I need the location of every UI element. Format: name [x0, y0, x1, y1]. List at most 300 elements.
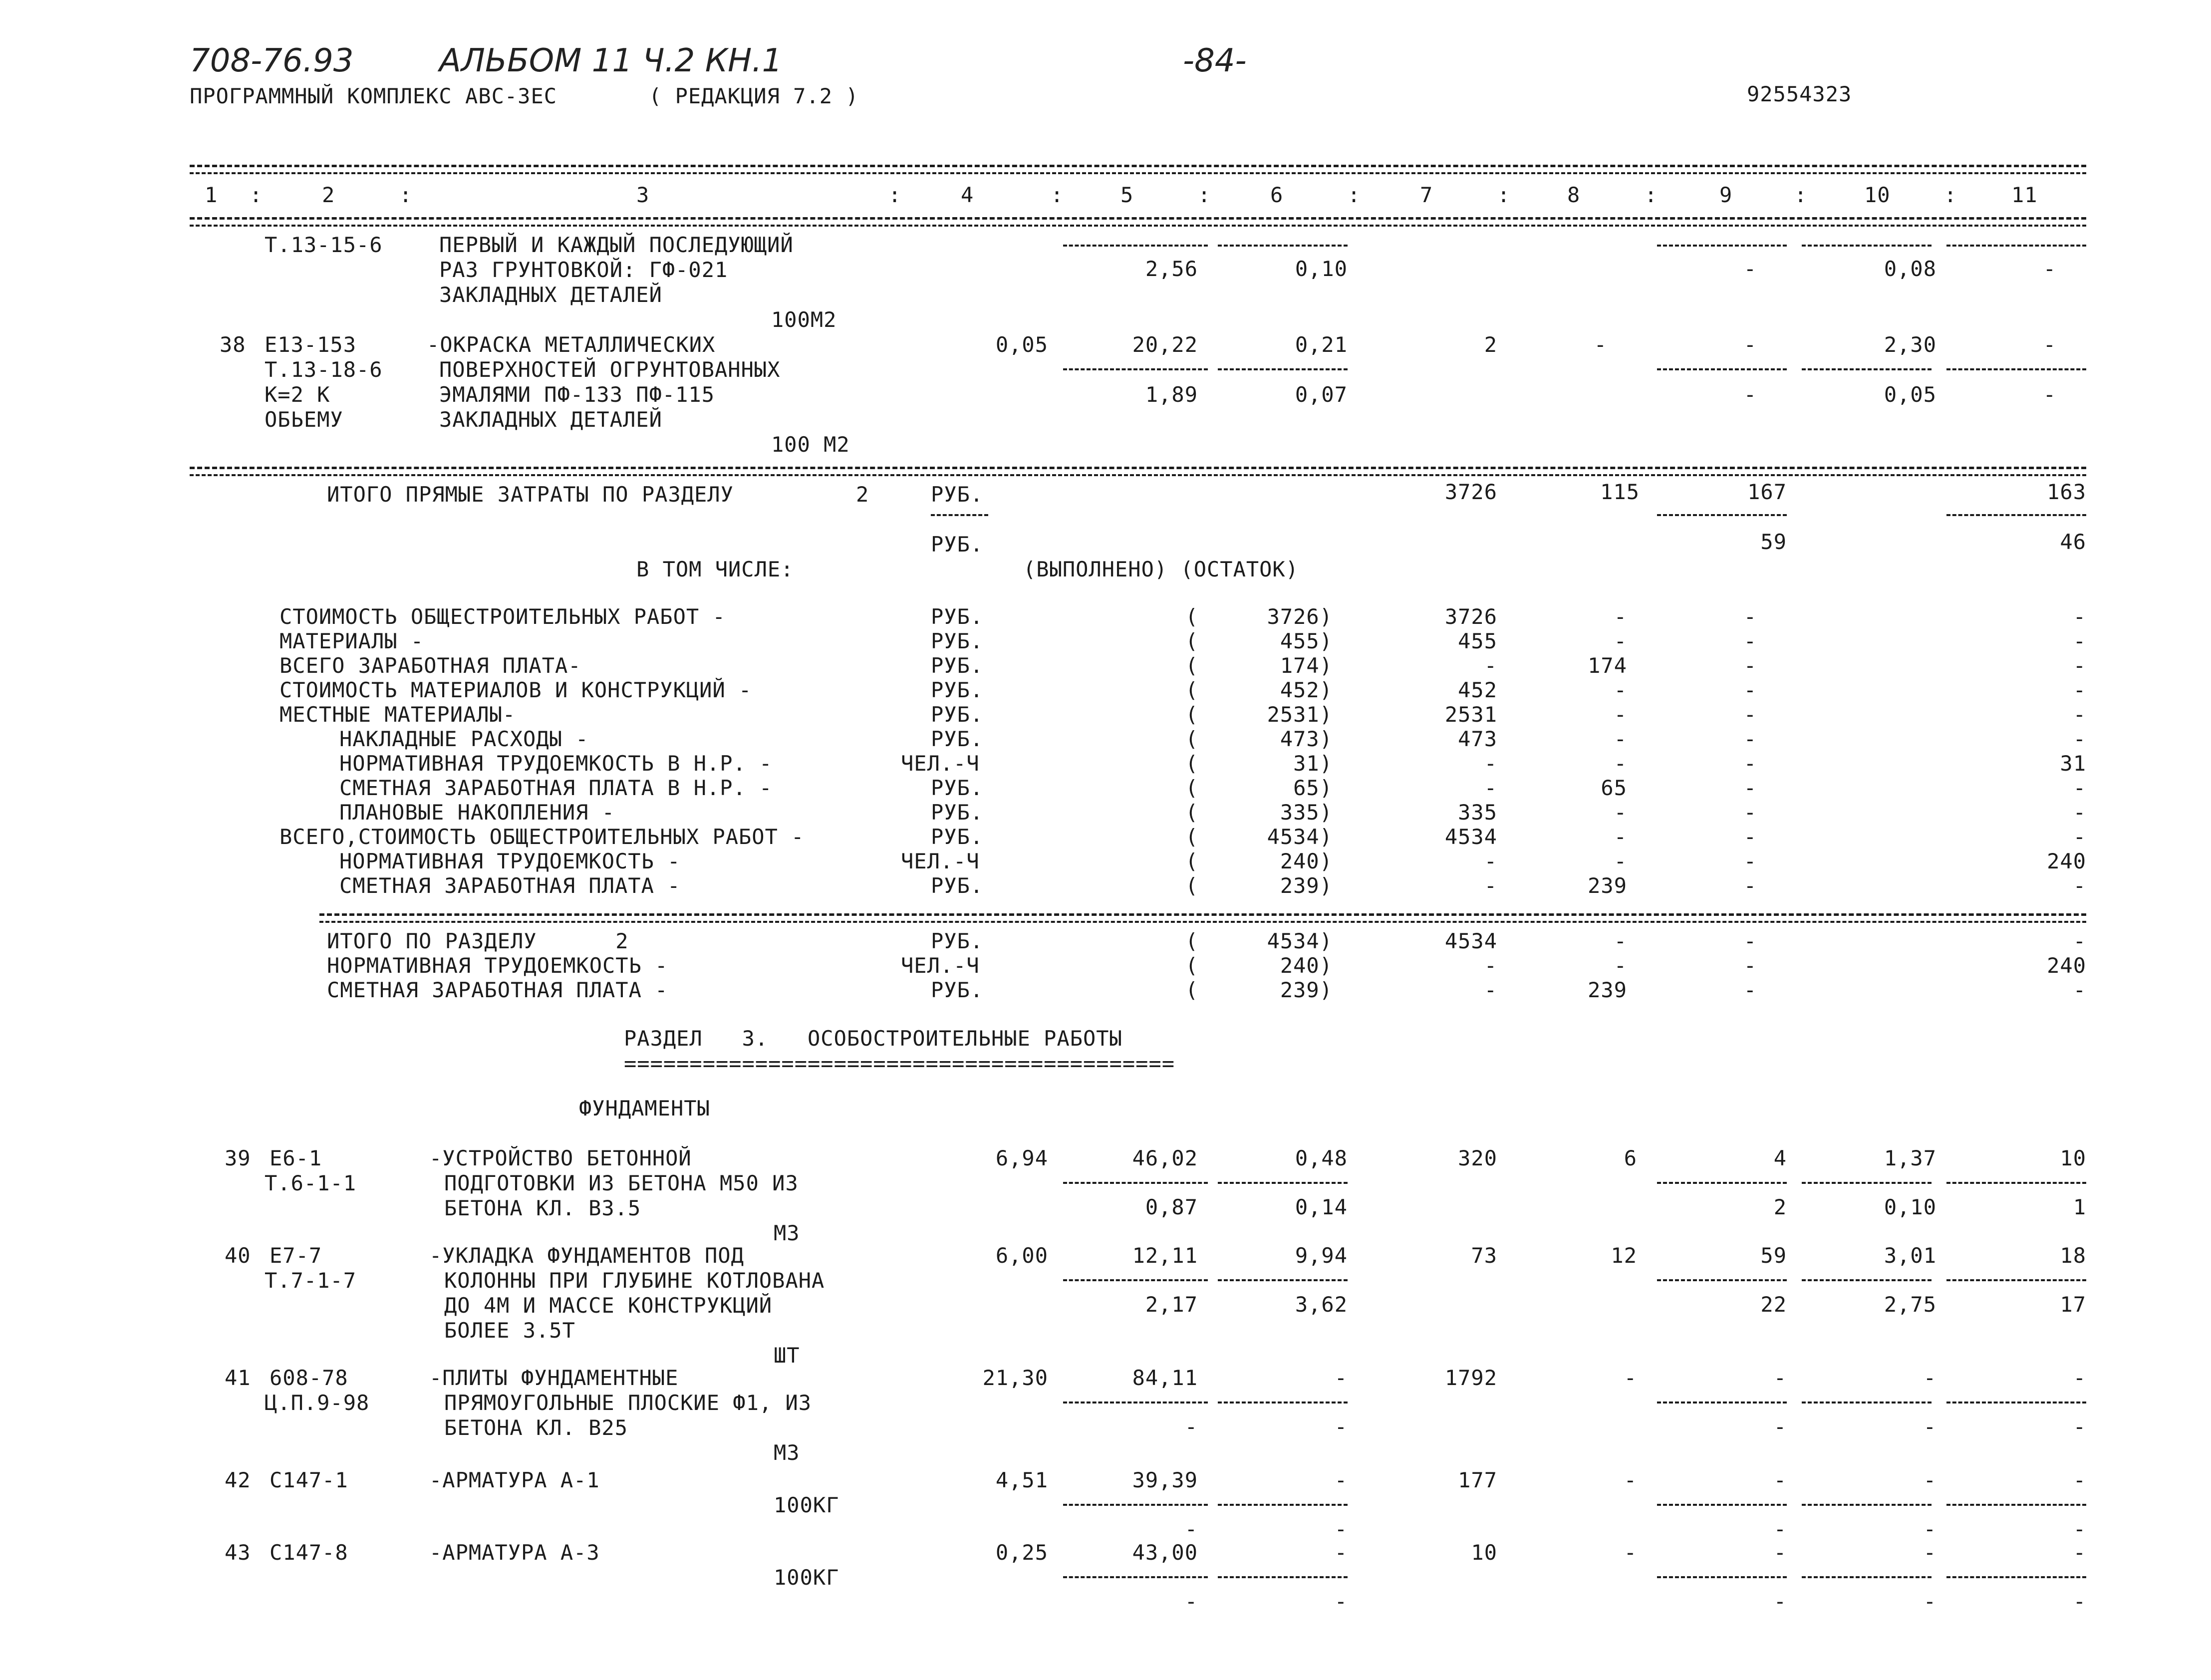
- item-42-c7: 177: [1458, 1468, 1497, 1492]
- breakdown-c7: 335: [1458, 800, 1497, 825]
- item-41-c8: -: [1624, 1366, 1637, 1390]
- item-39-c5b: 0,87: [1145, 1195, 1198, 1219]
- breakdown-c8: -: [1614, 825, 1627, 849]
- breakdown-label: МЕСТНЫЕ МАТЕРИАЛЫ-: [279, 702, 516, 727]
- section-total-c11: -: [2073, 929, 2086, 953]
- dash-rule: [1802, 1279, 1932, 1281]
- row38-vol: ОБЬЕМУ: [265, 407, 343, 432]
- breakdown-paren: (: [1185, 604, 1199, 629]
- totals-direct-label: ИТОГО ПРЯМЫЕ ЗАТРАТЫ ПО РАЗДЕЛУ: [327, 482, 734, 507]
- breakdown-c11: 240: [2047, 849, 2086, 873]
- breakdown-unit: РУБ.: [931, 727, 984, 751]
- item-43-c11b: -: [2073, 1589, 2086, 1614]
- breakdown-unit: РУБ.: [931, 629, 984, 653]
- totals-direct-unit: РУБ.: [931, 482, 984, 507]
- col-header-8: 8: [1567, 183, 1581, 207]
- col-header-1: 1: [205, 183, 218, 207]
- section-total-c7: 4534: [1444, 929, 1497, 953]
- dash-rule: [1218, 1279, 1348, 1281]
- breakdown-paren: (: [1185, 629, 1199, 653]
- item-43-c7: 10: [1471, 1540, 1497, 1565]
- item-41-c5b: -: [1184, 1414, 1198, 1439]
- dash-rule: [1802, 1504, 1932, 1506]
- dash-rule: [1657, 1576, 1787, 1578]
- breakdown-c8: -: [1614, 604, 1627, 629]
- dash-rule: [1657, 514, 1787, 516]
- item-42-c9b: -: [1773, 1517, 1787, 1541]
- row37-c10b: 0,08: [1884, 257, 1936, 281]
- breakdown-unit: ЧЕЛ.-Ч: [901, 751, 980, 776]
- item-41-ref: Ц.П.9-98: [265, 1391, 370, 1415]
- item-41-c10: -: [1923, 1366, 1936, 1390]
- row38-desc-3: ЭМАЛЯМИ ПФ-133 ПФ-115: [439, 382, 715, 407]
- dash-rule: [1657, 1182, 1787, 1184]
- breakdown-c8: -: [1614, 727, 1627, 751]
- row37-c6b: 0,10: [1295, 257, 1348, 281]
- breakdown-value: 174): [1280, 653, 1333, 678]
- col-sep: :: [1944, 183, 1957, 207]
- breakdown-paren: (: [1185, 751, 1199, 776]
- breakdown-c11: -: [2073, 800, 2086, 825]
- document-number: 92554323: [1747, 82, 1852, 106]
- item-40-c10: 3,01: [1884, 1243, 1936, 1268]
- breakdown-unit: РУБ.: [931, 702, 984, 727]
- item-41-c4: 21,30: [982, 1366, 1048, 1390]
- item-42-code: С147-1: [270, 1468, 348, 1492]
- item-43-c5b: -: [1184, 1589, 1198, 1614]
- item-39-c11: 10: [2060, 1146, 2086, 1170]
- section-total-c7: -: [1484, 953, 1497, 978]
- item-41-num: 41: [225, 1366, 251, 1390]
- item-42-c11: -: [2073, 1468, 2086, 1492]
- item-40-desc-4: БОЛЕЕ 3.5Т: [444, 1318, 575, 1343]
- item-42-c5b: -: [1184, 1517, 1198, 1541]
- breakdown-c7: 452: [1458, 678, 1497, 702]
- section-total-unit: РУБ.: [931, 978, 984, 1002]
- row37-desc-3: ЗАКЛАДНЫХ ДЕТАЛЕЙ: [439, 282, 662, 307]
- section-total-value: 239): [1280, 978, 1333, 1002]
- dash-rule: [1802, 368, 1932, 370]
- breakdown-c7: 3726: [1444, 604, 1497, 629]
- breakdown-c9: -: [1743, 678, 1757, 702]
- breakdown-c11: -: [2073, 825, 2086, 849]
- breakdown-rule: [319, 913, 2086, 916]
- breakdown-unit: РУБ.: [931, 604, 984, 629]
- row38-desc-4: ЗАКЛАДНЫХ ДЕТАЛЕЙ: [439, 407, 662, 432]
- section-total-label: СМЕТНАЯ ЗАРАБОТНАЯ ПЛАТА -: [327, 978, 668, 1002]
- section-total-c7: -: [1484, 978, 1497, 1002]
- dash-rule: [1946, 245, 2086, 247]
- dash-rule: [1063, 1182, 1208, 1184]
- breakdown-value: 3726): [1267, 604, 1333, 629]
- doc-code: 708-76.93: [190, 42, 354, 79]
- breakdown-value: 452): [1280, 678, 1333, 702]
- breakdown-c9: -: [1743, 776, 1757, 800]
- dash-rule: [1802, 245, 1932, 247]
- dash-rule: [1063, 368, 1208, 370]
- item-43-num: 43: [225, 1540, 251, 1565]
- breakdown-c9: -: [1743, 727, 1757, 751]
- row38-c9b: -: [1743, 382, 1757, 407]
- dash-rule: [1946, 1504, 2086, 1506]
- dash-rule: [1657, 1504, 1787, 1506]
- row37-ref: Т.13-15-6: [265, 233, 383, 257]
- section-rule-2: [190, 474, 2086, 476]
- col-sep: :: [888, 183, 902, 207]
- item-42-desc-1: -АРМАТУРА А-1: [429, 1468, 600, 1492]
- row38-c11: -: [2043, 332, 2056, 357]
- breakdown-unit: РУБ.: [931, 776, 984, 800]
- breakdown-label: НАКЛАДНЫЕ РАСХОДЫ -: [339, 727, 589, 751]
- row37-c9b: -: [1743, 257, 1757, 281]
- item-39-c9b: 2: [1773, 1195, 1787, 1219]
- item-39-ref: Т.6-1-1: [265, 1171, 357, 1195]
- dash-rule: [1657, 1279, 1787, 1281]
- item-39-c8: 6: [1624, 1146, 1637, 1170]
- dash-rule: [1218, 368, 1348, 370]
- item-40-c6: 9,94: [1295, 1243, 1348, 1268]
- breakdown-value: 473): [1280, 727, 1333, 751]
- row38-c9: -: [1743, 332, 1757, 357]
- breakdown-c8: 239: [1588, 873, 1627, 898]
- breakdown-paren: (: [1185, 849, 1199, 873]
- breakdown-unit: РУБ.: [931, 800, 984, 825]
- col-sep: :: [250, 183, 263, 207]
- col-sep: :: [1198, 183, 1211, 207]
- item-40-ref: Т.7-1-7: [265, 1268, 357, 1293]
- totals-direct-unit2: РУБ.: [931, 532, 984, 557]
- section-total-c11: -: [2073, 978, 2086, 1002]
- breakdown-value: 31): [1293, 751, 1333, 776]
- item-41-c9b: -: [1773, 1414, 1787, 1439]
- row38-c10b: 0,05: [1884, 382, 1936, 407]
- breakdown-value: 2531): [1267, 702, 1333, 727]
- item-41-c6b: -: [1334, 1414, 1348, 1439]
- breakdown-c7: -: [1484, 751, 1497, 776]
- breakdown-c11: -: [2073, 678, 2086, 702]
- dash-rule: [1063, 1279, 1208, 1281]
- item-39-c6b: 0,14: [1295, 1195, 1348, 1219]
- section-total-c11: 240: [2047, 953, 2086, 978]
- dash-rule: [1946, 1279, 2086, 1281]
- item-43-desc-1: -АРМАТУРА А-3: [429, 1540, 600, 1565]
- item-40-c4: 6,00: [995, 1243, 1048, 1268]
- item-43-unit: 100КГ: [774, 1565, 839, 1590]
- breakdown-c9: -: [1743, 604, 1757, 629]
- item-40-desc-3: ДО 4М И МАССЕ КОНСТРУКЦИЙ: [444, 1293, 773, 1318]
- dash-rule: [1946, 368, 2086, 370]
- item-41-c7: 1792: [1444, 1366, 1497, 1390]
- dash-rule: [1218, 245, 1348, 247]
- breakdown-value: 335): [1280, 800, 1333, 825]
- breakdown-label: НОРМАТИВНАЯ ТРУДОЕМКОСТЬ В Н.Р. -: [339, 751, 773, 776]
- breakdown-label: СМЕТНАЯ ЗАРАБОТНАЯ ПЛАТА -: [339, 873, 681, 898]
- col-header-3: 3: [636, 183, 650, 207]
- col-sep: :: [1051, 183, 1064, 207]
- row38-c11b: -: [2043, 382, 2056, 407]
- breakdown-unit: РУБ.: [931, 678, 984, 702]
- col-sep: :: [1497, 183, 1511, 207]
- breakdown-c9: -: [1743, 800, 1757, 825]
- breakdown-c7: -: [1484, 653, 1497, 678]
- section3-subtitle: ФУНДАМЕНТЫ: [579, 1096, 710, 1120]
- item-40-c7: 73: [1471, 1243, 1497, 1268]
- dash-rule: [931, 514, 988, 516]
- section-total-value: 4534): [1267, 929, 1333, 953]
- section-total-paren: (: [1185, 978, 1199, 1002]
- breakdown-c7: 4534: [1444, 825, 1497, 849]
- row38-c6: 0,21: [1295, 332, 1348, 357]
- row38-ref: Т.13-18-6: [265, 357, 383, 382]
- breakdown-paren: (: [1185, 776, 1199, 800]
- item-43-c8: -: [1624, 1540, 1637, 1565]
- breakdown-c8: -: [1614, 849, 1627, 873]
- dash-rule: [1657, 368, 1787, 370]
- dash-rule: [1802, 1576, 1932, 1578]
- row38-c8: -: [1594, 332, 1607, 357]
- breakdown-c7: -: [1484, 776, 1497, 800]
- totals-direct-c7: 3726: [1444, 480, 1497, 504]
- col-header-2: 2: [322, 183, 335, 207]
- breakdown-paren: (: [1185, 873, 1199, 898]
- row37-c11b: -: [2043, 257, 2056, 281]
- breakdown-paren: (: [1185, 727, 1199, 751]
- breakdown-c7: -: [1484, 873, 1497, 898]
- item-43-c10b: -: [1923, 1589, 1936, 1614]
- item-39-c9: 4: [1773, 1146, 1787, 1170]
- item-42-c11b: -: [2073, 1517, 2086, 1541]
- breakdown-c7: 455: [1458, 629, 1497, 653]
- item-39-code: Е6-1: [270, 1146, 322, 1170]
- breakdown-c7: 2531: [1444, 702, 1497, 727]
- breakdown-c9: -: [1743, 629, 1757, 653]
- header-bottom-rule: [190, 217, 2086, 220]
- dash-rule: [1218, 1576, 1348, 1578]
- including-label: В ТОМ ЧИСЛЕ:: [636, 557, 794, 581]
- breakdown-paren: (: [1185, 702, 1199, 727]
- item-43-c9b: -: [1773, 1589, 1787, 1614]
- row37-c5b: 2,56: [1145, 257, 1198, 281]
- item-40-desc-2: КОЛОННЫ ПРИ ГЛУБИНЕ КОТЛОВАНА: [444, 1268, 825, 1293]
- section-total-unit: РУБ.: [931, 929, 984, 953]
- item-43-c9: -: [1773, 1540, 1787, 1565]
- dash-rule: [1657, 245, 1787, 247]
- breakdown-c9: -: [1743, 849, 1757, 873]
- col-header-11: 11: [2011, 183, 2038, 207]
- dash-rule: [1218, 1182, 1348, 1184]
- breakdown-c11: -: [2073, 727, 2086, 751]
- row37-desc-2: РАЗ ГРУНТОВКОЙ: ГФ-021: [439, 258, 728, 282]
- item-41-c10b: -: [1923, 1414, 1936, 1439]
- row38-num: 38: [220, 332, 246, 357]
- breakdown-c8: -: [1614, 678, 1627, 702]
- breakdown-paren: (: [1185, 678, 1199, 702]
- breakdown-paren: (: [1185, 825, 1199, 849]
- breakdown-value: 240): [1280, 849, 1333, 873]
- totals-direct-c9b: 59: [1760, 530, 1787, 554]
- section-total-c9: -: [1743, 978, 1757, 1002]
- totals-direct-c11b: 46: [2060, 530, 2086, 554]
- row38-c10: 2,30: [1884, 332, 1936, 357]
- breakdown-c11: -: [2073, 702, 2086, 727]
- item-39-c10: 1,37: [1884, 1146, 1936, 1170]
- item-41-c11b: -: [2073, 1414, 2086, 1439]
- dash-rule: [1063, 1576, 1208, 1578]
- item-39-c7: 320: [1458, 1146, 1497, 1170]
- item-39-desc-3: БЕТОНА КЛ. В3.5: [444, 1196, 641, 1220]
- item-42-c5: 39,39: [1132, 1468, 1198, 1492]
- item-41-desc-3: БЕТОНА КЛ. В25: [444, 1415, 628, 1440]
- section-total-c9: -: [1743, 929, 1757, 953]
- row37-desc-1: ПЕРВЫЙ И КАЖДЫЙ ПОСЛЕДУЮЩИЙ: [439, 233, 794, 257]
- row38-desc-1: -ОКРАСКА МЕТАЛЛИЧЕСКИХ: [427, 332, 716, 357]
- item-40-c10b: 2,75: [1884, 1292, 1936, 1317]
- totals-direct-c9: 167: [1747, 480, 1787, 504]
- section-total-c9: -: [1743, 953, 1757, 978]
- item-41-desc-1: -ПЛИТЫ ФУНДАМЕНТНЫЕ: [429, 1366, 679, 1390]
- breakdown-c8: -: [1614, 800, 1627, 825]
- item-42-c6b: -: [1334, 1517, 1348, 1541]
- col-sep: :: [1645, 183, 1658, 207]
- row38-c7: 2: [1484, 332, 1497, 357]
- item-40-c8: 12: [1611, 1243, 1637, 1268]
- section-total-paren: (: [1185, 953, 1199, 978]
- item-43-c6: -: [1334, 1540, 1348, 1565]
- dash-rule: [1063, 245, 1208, 247]
- row38-unit: 100 М2: [771, 432, 850, 457]
- breakdown-label: МАТЕРИАЛЫ -: [279, 629, 424, 653]
- row38-c5b: 1,89: [1145, 382, 1198, 407]
- item-41-c9: -: [1773, 1366, 1787, 1390]
- breakdown-label: СТОИМОСТЬ МАТЕРИАЛОВ И КОНСТРУКЦИЙ -: [279, 678, 752, 702]
- item-43-code: С147-8: [270, 1540, 348, 1565]
- section-total-c8: 239: [1588, 978, 1627, 1002]
- item-39-unit: М3: [774, 1221, 800, 1245]
- dash-rule: [1946, 1182, 2086, 1184]
- section-total-label: НОРМАТИВНАЯ ТРУДОЕМКОСТЬ -: [327, 953, 668, 978]
- section-total-label: ИТОГО ПО РАЗДЕЛУ 2: [327, 929, 629, 953]
- item-39-c5: 46,02: [1132, 1146, 1198, 1170]
- breakdown-unit: РУБ.: [931, 873, 984, 898]
- item-40-c11b: 17: [2060, 1292, 2086, 1317]
- item-41-c11: -: [2073, 1366, 2086, 1390]
- item-40-unit: ШТ: [774, 1343, 800, 1368]
- item-41-c5: 84,11: [1132, 1366, 1198, 1390]
- dash-rule: [1802, 1401, 1932, 1403]
- breakdown-value: 455): [1280, 629, 1333, 653]
- breakdown-c11: -: [2073, 604, 2086, 629]
- col-header-5: 5: [1120, 183, 1134, 207]
- col-sep: :: [1348, 183, 1361, 207]
- item-43-c4: 0,25: [995, 1540, 1048, 1565]
- header-bottom-rule-2: [190, 225, 2086, 227]
- breakdown-value: 65): [1293, 776, 1333, 800]
- breakdown-c8: 65: [1601, 776, 1627, 800]
- item-41-desc-2: ПРЯМОУГОЛЬНЫЕ ПЛОСКИЕ Ф1, ИЗ: [444, 1391, 812, 1415]
- item-43-c6b: -: [1334, 1589, 1348, 1614]
- item-43-c5: 43,00: [1132, 1540, 1198, 1565]
- col-header-10: 10: [1864, 183, 1891, 207]
- item-42-c10: -: [1923, 1468, 1936, 1492]
- col-sep: :: [1794, 183, 1808, 207]
- dash-rule: [1802, 1182, 1932, 1184]
- section-total-paren: (: [1185, 929, 1199, 953]
- breakdown-paren: (: [1185, 800, 1199, 825]
- section3-underline: ==========================================: [624, 1051, 1175, 1076]
- item-40-num: 40: [225, 1243, 251, 1268]
- totals-direct-c11: 163: [2047, 480, 2086, 504]
- item-42-num: 42: [225, 1468, 251, 1492]
- col-header-7: 7: [1420, 183, 1433, 207]
- item-39-num: 39: [225, 1146, 251, 1170]
- item-42-c9: -: [1773, 1468, 1787, 1492]
- breakdown-label: НОРМАТИВНАЯ ТРУДОЕМКОСТЬ -: [339, 849, 681, 873]
- item-42-c10b: -: [1923, 1517, 1936, 1541]
- section3-title: РАЗДЕЛ 3. ОСОБОСТРОИТЕЛЬНЫЕ РАБОТЫ: [624, 1026, 1122, 1051]
- page-number: -84-: [1183, 42, 1247, 79]
- item-42-c4: 4,51: [995, 1468, 1048, 1492]
- item-39-c11b: 1: [2073, 1195, 2086, 1219]
- breakdown-unit: РУБ.: [931, 825, 984, 849]
- row38-c6b: 0,07: [1295, 382, 1348, 407]
- breakdown-label: ВСЕГО ЗАРАБОТНАЯ ПЛАТА-: [279, 653, 581, 678]
- item-42-c6: -: [1334, 1468, 1348, 1492]
- dash-rule: [1657, 1401, 1787, 1403]
- section-total-c8: -: [1614, 929, 1627, 953]
- dash-rule: [1063, 1504, 1208, 1506]
- breakdown-c9: -: [1743, 751, 1757, 776]
- item-40-c9: 59: [1760, 1243, 1787, 1268]
- breakdown-c9: -: [1743, 702, 1757, 727]
- dash-rule: [1946, 514, 2086, 516]
- breakdown-c8: 174: [1588, 653, 1627, 678]
- breakdown-c9: -: [1743, 825, 1757, 849]
- breakdown-c9: -: [1743, 653, 1757, 678]
- breakdown-c8: -: [1614, 629, 1627, 653]
- col-header-6: 6: [1270, 183, 1284, 207]
- row38-desc-2: ПОВЕРХНОСТЕЙ ОГРУНТОВАННЫХ: [439, 357, 781, 382]
- col-sep: :: [399, 183, 413, 207]
- program-name: ПРОГРАММНЫЙ КОМПЛЕКС АВС-3ЕС: [190, 84, 557, 108]
- totals-direct-section: 2: [856, 482, 869, 507]
- row38-c5: 20,22: [1132, 332, 1198, 357]
- item-43-c10: -: [1923, 1540, 1936, 1565]
- row38-code: Е13-153: [265, 332, 357, 357]
- breakdown-c7: 473: [1458, 727, 1497, 751]
- item-40-c6b: 3,62: [1295, 1292, 1348, 1317]
- breakdown-c11: -: [2073, 776, 2086, 800]
- row38-c4: 0,05: [995, 332, 1048, 357]
- breakdown-label: ПЛАНОВЫЕ НАКОПЛЕНИЯ -: [339, 800, 615, 825]
- section-total-unit: ЧЕЛ.-Ч: [901, 953, 980, 978]
- totals-direct-c8: 115: [1600, 480, 1640, 504]
- item-41-unit: М3: [774, 1440, 800, 1465]
- breakdown-unit: ЧЕЛ.-Ч: [901, 849, 980, 873]
- dash-rule: [1063, 1401, 1208, 1403]
- row37-unit: 100М2: [771, 307, 837, 332]
- dash-rule: [1946, 1401, 2086, 1403]
- col-header-9: 9: [1719, 183, 1733, 207]
- item-40-c5b: 2,17: [1145, 1292, 1198, 1317]
- breakdown-paren: (: [1185, 653, 1199, 678]
- item-41-code: 608-78: [270, 1366, 348, 1390]
- item-39-desc-1: -УСТРОЙСТВО БЕТОННОЙ: [429, 1146, 692, 1170]
- program-edition: ( РЕДАКЦИЯ 7.2 ): [649, 84, 859, 108]
- item-42-c8: -: [1624, 1468, 1637, 1492]
- breakdown-rule-2: [319, 921, 2086, 923]
- breakdown-label: ВСЕГО,СТОИМОСТЬ ОБЩЕСТРОИТЕЛЬНЫХ РАБОТ -: [279, 825, 805, 849]
- row38-k: К=2 К: [265, 382, 330, 407]
